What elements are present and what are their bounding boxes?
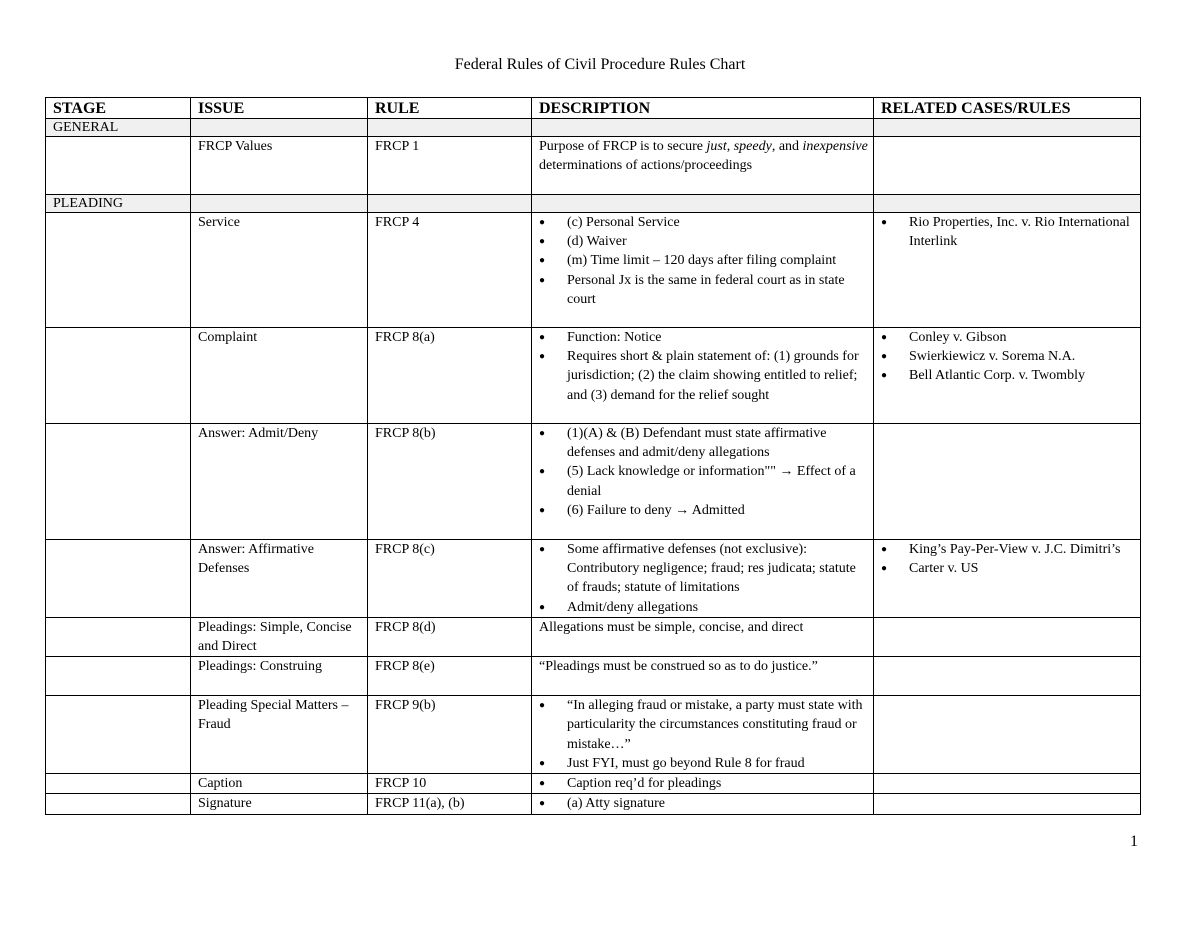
stage-cell xyxy=(46,424,191,540)
list-item: ● (c) Personal Service xyxy=(539,213,869,232)
table-row xyxy=(46,774,1141,794)
list-item: ● Personal Jx is the same in federal court as in state court xyxy=(539,271,869,309)
list-item: ● (m) Time limit – 120 days after filing complaint xyxy=(539,251,869,270)
table-row xyxy=(46,617,1141,656)
rule-cell: FRCP 9(b) xyxy=(368,696,532,774)
stage-cell xyxy=(46,540,191,618)
header-issue: ISSUE xyxy=(191,98,368,119)
related-cell xyxy=(874,617,1141,656)
description-cell: Purpose of FRCP is to secure just, speedy, and inexpensive determinations of actions/proceedings xyxy=(532,137,874,195)
rule-cell: FRCP 10 xyxy=(368,774,532,794)
issue-cell: Pleadings: Construing xyxy=(191,657,368,696)
stage-row-general xyxy=(46,119,1141,137)
list-item: ● (1)(A) & (B) Defendant must state affirmative defenses and admit/deny allegations xyxy=(539,424,869,462)
stage-cell xyxy=(46,696,191,774)
rule-cell: FRCP 8(d) xyxy=(368,617,532,656)
table-row xyxy=(46,540,1141,618)
issue-cell: FRCP Values xyxy=(191,137,368,195)
list-item: ● “In alleging fraud or mistake, a party must state with particularity the circumstances constituting fraud or mistake…” xyxy=(539,696,869,754)
table-row xyxy=(46,328,1141,424)
rules-chart-table xyxy=(45,97,1141,815)
table-row xyxy=(46,657,1141,696)
rule-cell: FRCP 8(e) xyxy=(368,657,532,696)
header-rule: RULE xyxy=(368,98,532,119)
stage-cell xyxy=(46,657,191,696)
list-item: ● (6) Failure to deny → Admitted xyxy=(539,501,869,520)
stage-cell xyxy=(46,213,191,328)
description-list xyxy=(539,424,869,520)
description-list xyxy=(539,213,869,309)
stage-cell xyxy=(46,328,191,424)
issue-cell: Signature xyxy=(191,794,368,814)
document-title: Federal Rules of Civil Procedure Rules Chart xyxy=(454,56,746,73)
description-cell: Allegations must be simple, concise, and direct xyxy=(532,617,874,656)
description-cell: “Pleadings must be construed so as to do justice.” xyxy=(532,657,874,696)
issue-cell: Answer: Admit/Deny xyxy=(191,424,368,540)
issue-cell: Pleadings: Simple, Concise and Direct xyxy=(191,617,368,656)
related-cell xyxy=(874,540,1141,618)
related-cell xyxy=(874,794,1141,814)
list-item: ● Just FYI, must go beyond Rule 8 for fraud xyxy=(539,754,869,773)
header-row xyxy=(46,98,1141,119)
stage-row-pleading xyxy=(46,195,1141,213)
stage-cell xyxy=(46,794,191,814)
related-cell xyxy=(874,774,1141,794)
list-item: ● Some affirmative defenses (not exclusive): Contributory negligence; fraud; res judicata; statute of frauds; statute of limitations xyxy=(539,540,869,598)
related-cell xyxy=(874,696,1141,774)
description-list xyxy=(539,794,869,813)
table-row xyxy=(46,794,1141,814)
rule-cell: FRCP 8(a) xyxy=(368,328,532,424)
stage-label: GENERAL xyxy=(46,119,191,137)
related-list xyxy=(881,540,1136,578)
header-description: DESCRIPTION xyxy=(532,98,874,119)
list-item: ● (5) Lack knowledge or information"" → Effect of a denial xyxy=(539,462,869,500)
list-item: ● King’s Pay-Per-View v. J.C. Dimitri’s xyxy=(881,540,1136,559)
rule-cell: FRCP 4 xyxy=(368,213,532,328)
list-item: ● (a) Atty signature xyxy=(539,794,869,813)
list-item: ● Conley v. Gibson xyxy=(881,328,1136,347)
description-cell xyxy=(532,328,874,424)
rule-cell: FRCP 8(c) xyxy=(368,540,532,618)
description-list xyxy=(539,774,869,793)
stage-cell xyxy=(46,774,191,794)
list-item: ● Swierkiewicz v. Sorema N.A. xyxy=(881,347,1136,366)
related-list xyxy=(881,213,1136,251)
rule-cell: FRCP 1 xyxy=(368,137,532,195)
description-cell xyxy=(532,774,874,794)
issue-cell: Service xyxy=(191,213,368,328)
table-row xyxy=(46,696,1141,774)
list-item: ● (d) Waiver xyxy=(539,232,869,251)
description-cell xyxy=(532,696,874,774)
description-cell xyxy=(532,213,874,328)
list-item: ● Carter v. US xyxy=(881,559,1136,578)
page-number: 1 xyxy=(1130,833,1138,850)
related-cell xyxy=(874,657,1141,696)
related-cell xyxy=(874,328,1141,424)
table-row xyxy=(46,213,1141,328)
issue-cell: Answer: Affirmative Defenses xyxy=(191,540,368,618)
stage-label: PLEADING xyxy=(46,195,191,213)
table-row xyxy=(46,424,1141,540)
description-list xyxy=(539,328,869,405)
list-item: ● Bell Atlantic Corp. v. Twombly xyxy=(881,366,1136,385)
description-cell xyxy=(532,540,874,618)
issue-cell: Complaint xyxy=(191,328,368,424)
list-item: ● Caption req’d for pleadings xyxy=(539,774,869,793)
list-item: ● Rio Properties, Inc. v. Rio International Interlink xyxy=(881,213,1136,251)
issue-cell: Caption xyxy=(191,774,368,794)
description-list xyxy=(539,696,869,773)
list-item: ● Admit/deny allegations xyxy=(539,598,869,617)
related-cell xyxy=(874,137,1141,195)
stage-cell xyxy=(46,617,191,656)
list-item: ● Requires short & plain statement of: (1) grounds for jurisdiction; (2) the claim showing entitled to relief; and (3) demand for the relief sought xyxy=(539,347,869,405)
header-related: RELATED CASES/RULES xyxy=(874,98,1141,119)
description-cell xyxy=(532,424,874,540)
description-cell xyxy=(532,794,874,814)
header-stage: STAGE xyxy=(46,98,191,119)
rule-cell: FRCP 11(a), (b) xyxy=(368,794,532,814)
rule-cell: FRCP 8(b) xyxy=(368,424,532,540)
related-cell xyxy=(874,424,1141,540)
issue-cell: Pleading Special Matters – Fraud xyxy=(191,696,368,774)
stage-cell xyxy=(46,137,191,195)
related-cell xyxy=(874,213,1141,328)
related-list xyxy=(881,328,1136,386)
list-item: ● Function: Notice xyxy=(539,328,869,347)
description-list xyxy=(539,540,869,617)
table-row xyxy=(46,137,1141,195)
